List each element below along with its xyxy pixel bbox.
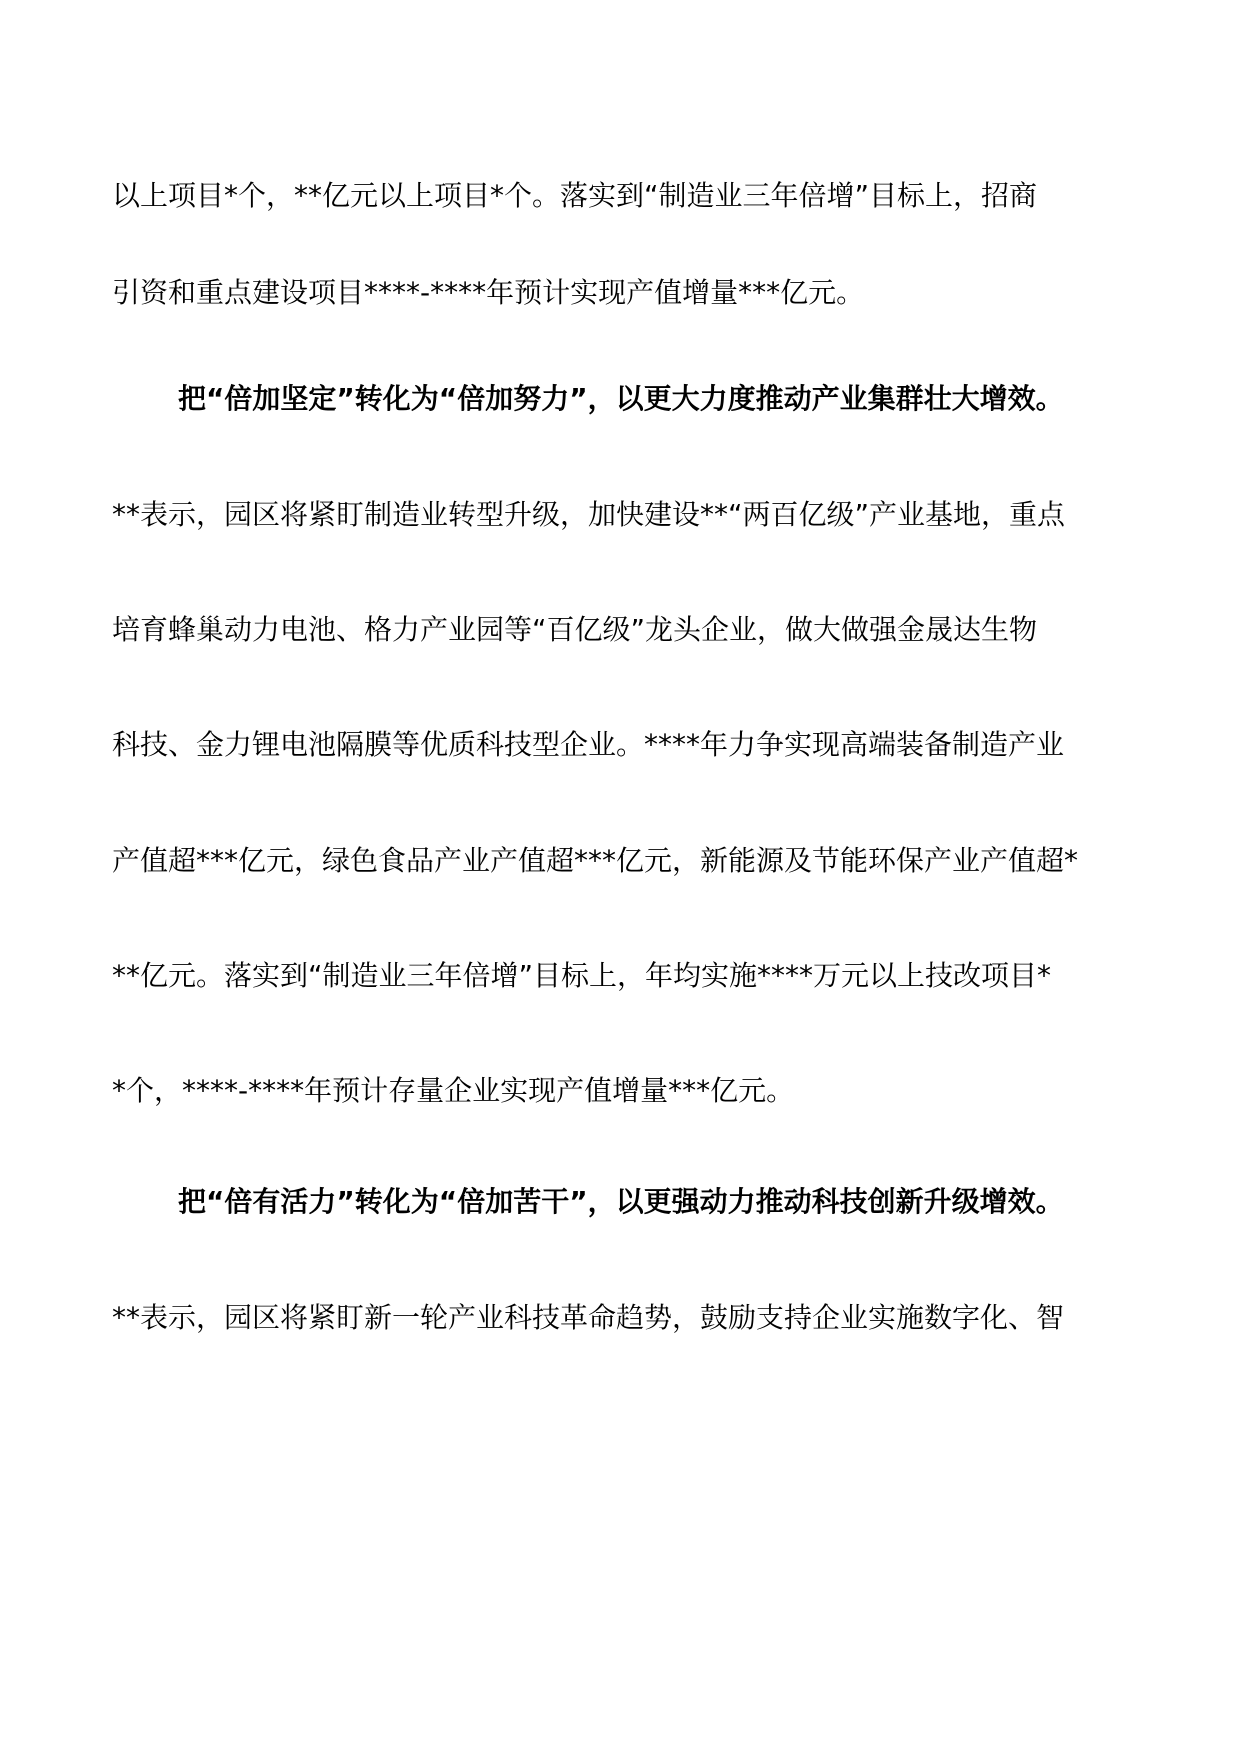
body-text-line: **表示，园区将紧盯制造业转型升级，加快建设**“两百亿级”产业基地，重点 xyxy=(112,498,1066,531)
body-text-line: **表示，园区将紧盯新一轮产业科技革命趋势，鼓励支持企业实施数字化、智 xyxy=(112,1301,1065,1334)
body-text-line: 科技、金力锂电池隔膜等优质科技型企业。****年力争实现高端装备制造产业 xyxy=(112,728,1065,761)
body-text-line: **亿元。落实到“制造业三年倍增”目标上，年均实施****万元以上技改项目* xyxy=(112,959,1052,992)
section-heading: 把“倍加坚定”转化为“倍加努力”，以更大力度推动产业集群壮大增效。 xyxy=(178,382,1064,415)
body-text-line: 引资和重点建设项目****-****年预计实现产值增量***亿元。 xyxy=(112,276,865,309)
body-text-line: *个，****-****年预计存量企业实现产值增量***亿元。 xyxy=(112,1074,795,1107)
body-text-line: 产值超***亿元，绿色食品产业产值超***亿元，新能源及节能环保产业产值超* xyxy=(112,844,1079,877)
section-heading: 把“倍有活力”转化为“倍加苦干”，以更强动力推动科技创新升级增效。 xyxy=(178,1185,1064,1218)
body-text-line: 以上项目*个，**亿元以上项目*个。落实到“制造业三年倍增”目标上，招商 xyxy=(112,179,1038,212)
body-text-line: 培育蜂巢动力电池、格力产业园等“百亿级”龙头企业，做大做强金晟达生物 xyxy=(112,613,1038,646)
